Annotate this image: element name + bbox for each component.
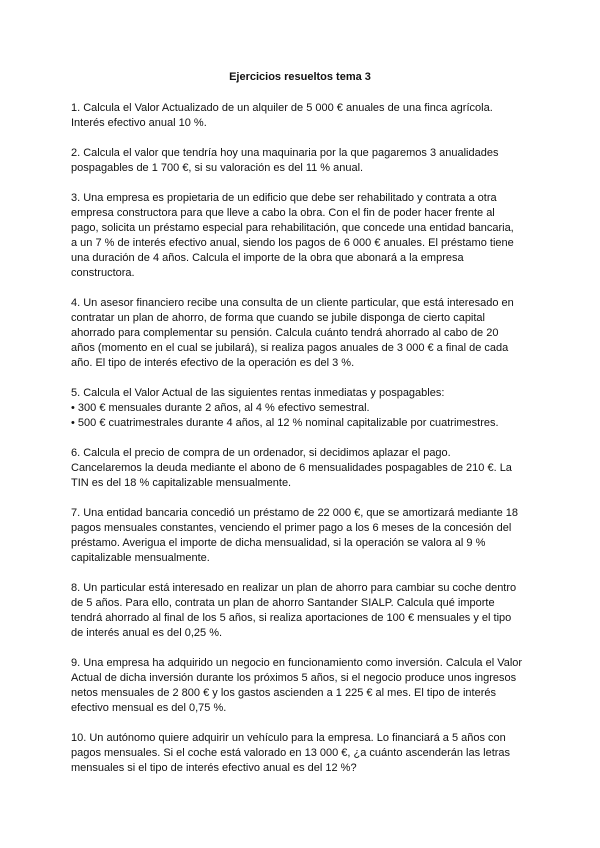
exercise-line: 10. Un autónomo quiere adquirir un vehículo para la empresa. Lo financiará a 5 años con: [71, 732, 506, 744]
exercise-line: pospagables de 1 700 €, si su valoración es del 11 % anual.: [71, 162, 364, 174]
exercise-line: contratar un plan de ahorro, de forma que cuando se jubile disponga de cierto capital: [71, 312, 485, 324]
exercise-line: 8. Un particular está interesado en realizar un plan de ahorro para cambiar su coche dentro: [71, 582, 517, 594]
exercise-1: [71, 101, 531, 131]
exercise-line: mensuales si el tipo de interés efectivo anual es del 12 %?: [71, 762, 357, 774]
exercise-line: capitalizable mensualmente.: [71, 552, 210, 564]
exercise-line: años (momento en el cual se jubilará), si realiza pagos anuales de 3 000 € a final de cada: [71, 342, 509, 354]
exercise-line: TIN es del 18 % capitalizable mensualmente.: [71, 477, 292, 489]
exercise-line: 4. Un asesor financiero recibe una consulta de un cliente particular, que está interesado en: [71, 297, 514, 309]
exercise-line: a un 7 % de interés efectivo anual, siendo los pagos de 6 000 € anuales. El préstamo tiene: [71, 237, 514, 249]
exercise-line: constructora.: [71, 267, 135, 279]
exercise-5: [71, 386, 531, 431]
exercise-line: 5. Calcula el Valor Actual de las siguientes rentas inmediatas y pospagables:: [71, 387, 445, 399]
exercise-line: pagos mensuales. Si el coche está valorado en 13 000 €, ¿a cuánto ascenderán las letras: [71, 747, 511, 759]
exercise-line: 7. Una entidad bancaria concedió un préstamo de 22 000 €, que se amortizará mediante 18: [71, 507, 519, 519]
exercise-line: netos mensuales de 2 800 € y los gastos ascienden a 1 225 € al mes. El tipo de interés: [71, 687, 496, 699]
exercise-9: [71, 656, 531, 716]
exercise-line: año. El tipo de interés efectivo de la operación es del 3 %.: [71, 357, 355, 369]
exercise-line: 1. Calcula el Valor Actualizado de un alquiler de 5 000 € anuales de una finca agrícola.: [71, 102, 493, 114]
exercise-7: [71, 506, 531, 566]
exercise-6: [71, 446, 531, 491]
exercise-list: [71, 101, 531, 791]
exercise-line: de 5 años. Para ello, contrata un plan de ahorro Santander SIALP. Calcula qué importe: [71, 597, 495, 609]
exercise-line: 3. Una empresa es propietaria de un edificio que debe ser rehabilitado y contrata a otra: [71, 192, 497, 204]
exercise-line: pago, solicita un préstamo especial para rehabilitación, que concede una entidad bancaria,: [71, 222, 514, 234]
exercise-line: Cancelaremos la deuda mediante el abono de 6 mensualidades pospagables de 210 €. La: [71, 462, 512, 474]
exercise-3: [71, 191, 531, 281]
exercise-8: [71, 581, 531, 641]
exercise-bullet-line: • 300 € mensuales durante 2 años, al 4 % efectivo semestral.: [71, 402, 370, 414]
exercise-4: [71, 296, 531, 371]
exercise-line: pagos mensuales constantes, venciendo el primer pago a los 6 meses de la concesión del: [71, 522, 512, 534]
exercise-bullet-line: • 500 € cuatrimestrales durante 4 años, al 12 % nominal capitalizable por cuatrimestres.: [71, 417, 499, 429]
exercise-line: tendrá ahorrado al final de los 5 años, si realiza aportaciones de 100 € mensuales y el tipo: [71, 612, 512, 624]
exercise-line: efectivo mensual es del 0,75 %.: [71, 702, 227, 714]
exercise-line: préstamo. Averigua el importe de dicha mensualidad, si la operación se valora al 9 %: [71, 537, 486, 549]
exercise-line: Interés efectivo anual 10 %.: [71, 117, 207, 129]
exercise-line: empresa constructora para que lleve a cabo la obra. Con el fin de poder hacer frente al: [71, 207, 495, 219]
exercise-10: [71, 731, 531, 776]
exercise-line: 2. Calcula el valor que tendría hoy una maquinaria por la que pagaremos 3 anualidades: [71, 147, 499, 159]
exercise-line: una duración de 4 años. Calcula el importe de la obra que abonará a la empresa: [71, 252, 464, 264]
page-title: Ejercicios resueltos tema 3: [229, 71, 371, 83]
exercise-line: 6. Calcula el precio de compra de un ordenador, si decidimos aplazar el pago.: [71, 447, 451, 459]
exercise-line: de interés anual es del 0,25 %.: [71, 627, 223, 639]
exercise-line: ahorrado para complementar su pensión. Calcula cuánto tendrá ahorrado al cabo de 20: [71, 327, 499, 339]
exercise-line: 9. Una empresa ha adquirido un negocio en funcionamiento como inversión. Calcula el Valor: [71, 657, 523, 669]
exercise-line: Actual de dicha inversión durante los próximos 5 años, si el negocio produce unos ingresos: [71, 672, 517, 684]
exercise-2: [71, 146, 531, 176]
